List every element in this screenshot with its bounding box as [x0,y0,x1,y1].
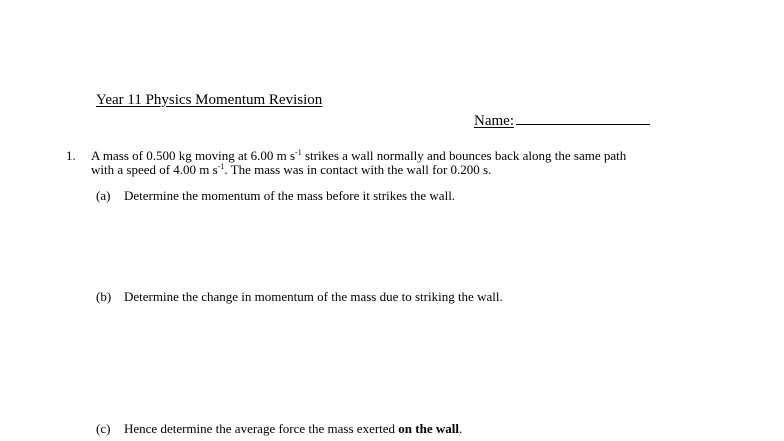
name-field [474,110,650,130]
part-letter: (b) [96,289,112,304]
question-number: 1. [66,148,76,163]
page-title: Year 11 Physics Momentum Revision [96,92,323,108]
part-text-end: . [458,421,463,436]
name-blank-line [516,110,650,125]
question-text-segment: . The mass was in contact with the wall for 0.200 s. [224,162,492,177]
name-label: Name: [474,113,514,129]
question-text-segment: A mass of 0.500 kg moving at 6.00 m s [91,148,296,163]
part-letter: (c) [96,421,111,436]
part-text-emphasis: on the wall [398,421,459,436]
part-text: Determine the momentum of the mass before it strikes the wall. [124,188,456,203]
part-text: Determine the change in momentum of the mass due to striking the wall. [124,289,503,304]
unit-exponent: -1 [217,162,225,171]
question-part-a [96,188,455,204]
question-part-c [96,421,462,437]
question-text-segment: strikes a wall normally and bounces back along the same path [301,148,627,163]
question-text-line-2 [91,162,491,178]
part-letter: (a) [96,188,111,203]
question-text-segment: with a speed of 4.00 m s [91,162,218,177]
question-part-b [96,289,503,305]
part-text: Hence determine the average force the mass exerted [124,421,399,436]
unit-exponent: -1 [295,148,302,157]
